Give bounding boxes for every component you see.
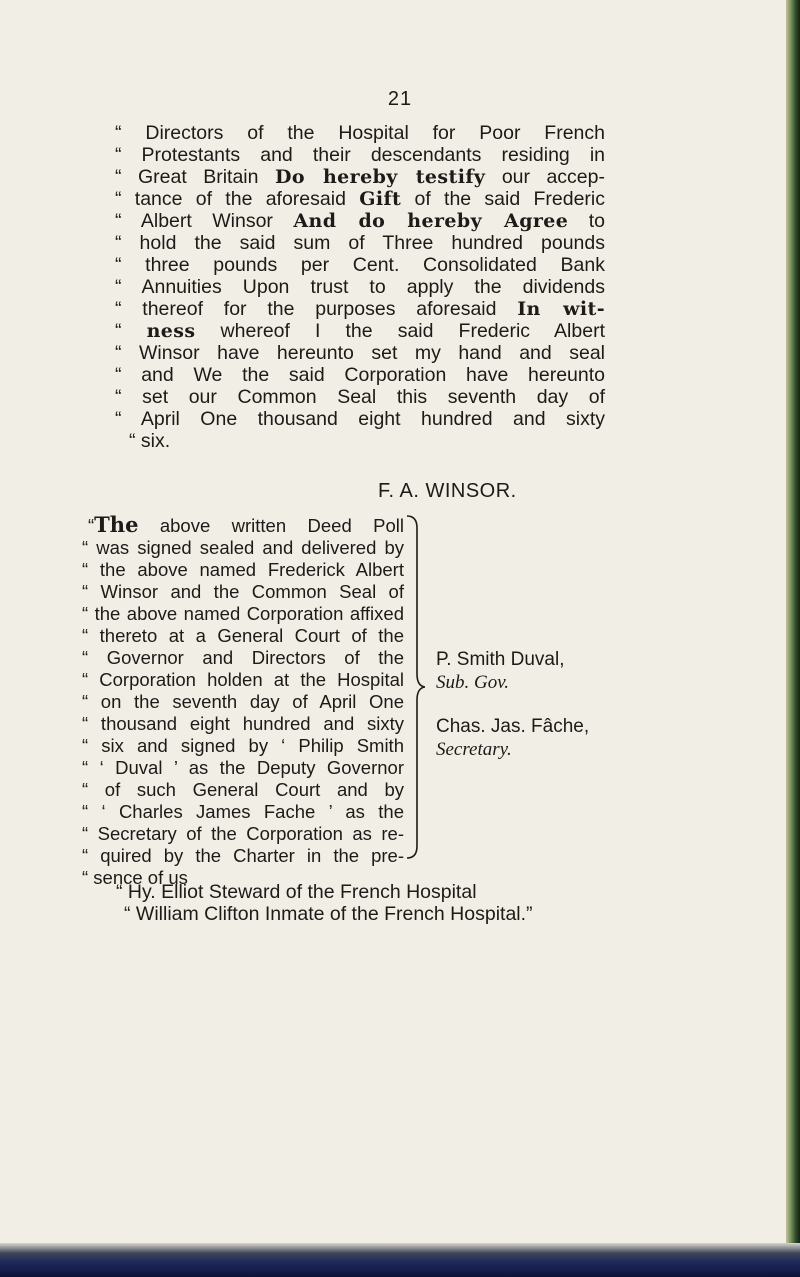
witness-footer [116,881,636,925]
page-number: 21 [387,88,413,110]
attestation-line: “ was signed sealed and delivered by [82,537,404,558]
attestation-line: “ thereto at a General Court of the [82,625,404,646]
attestation-line: “ Governor and Directors of the [82,647,404,668]
witness-title: Secretary. [436,739,512,760]
attestation-line: “ the above named Corporation affixed [82,603,404,624]
attestation-line: “ on the seventh day of April One [82,691,404,712]
body-line: “ Directors of the Hospital for Poor French [115,122,605,144]
witness-title: Sub. Gov. [436,672,509,693]
brace-divider [405,514,425,860]
body-line: “ thereof for the purposes aforesaid In wit- [115,298,605,320]
witness-deputy-governor [436,648,564,694]
attestation-line: “ ‘ Duval ’ as the Deputy Governor [82,757,404,778]
deed-body-text [115,122,605,452]
body-line: “ hold the said sum of Three hundred pounds [115,232,605,254]
attestation-line: “ the above named Frederick Albert [82,559,404,580]
attestation-line: “ Corporation holden at the Hospital [82,669,404,690]
footer-line: “ Hy. Elliot Steward of the French Hospital [116,881,477,903]
blackletter-phrase: Do hereby testify [274,166,486,188]
body-line: “ Albert Winsor And do hereby Agree to [115,210,605,232]
body-line: “ six. [129,430,171,452]
body-line: “ set our Common Seal this seventh day of [115,386,605,408]
scan-bottom-band [0,1243,800,1277]
body-line: “ Protestants and their descendants residing in [115,144,605,166]
blackletter-phrase: In wit- [517,298,605,320]
blackletter-phrase: And do hereby Agree [293,210,569,232]
body-line: “ ness whereof I the said Frederic Albert [115,320,605,342]
body-line: “ tance of the aforesaid Gift of the said Frederic [115,188,605,210]
attestation-line: “ quired by the Charter in the pre- [82,845,404,866]
blackletter-phrase: ness [146,320,196,342]
body-line: “ April One thousand eight hundred and sixty [115,408,605,430]
witness-name: P. Smith Duval, [436,649,565,670]
witness-name: Chas. Jas. Fâche, [436,716,590,737]
attestation-line: “ ‘ Charles James Fache ’ as the [82,801,404,822]
page-edge [786,0,800,1277]
blackletter-phrase: Gift [359,188,402,210]
attestation-line: “ sence of us [82,867,188,888]
body-line: “ Great Britain Do hereby testify our accep- [115,166,605,188]
body-line: “ and We the said Corporation have hereunto [115,364,605,386]
body-line: “ Annuities Upon trust to apply the dividends [115,276,605,298]
body-line: “ three pounds per Cent. Consolidated Bank [115,254,605,276]
attestation-line: “ Secretary of the Corporation as re- [82,823,404,844]
attestation-clause [82,514,404,889]
footer-line: “ William Clifton Inmate of the French Hospital.” [124,903,533,925]
attestation-line: “ Winsor and the Common Seal of [82,581,404,602]
attestation-line: “ thousand eight hundred and sixty [82,713,404,734]
attestation-line: “ of such General Court and by [82,779,404,800]
witness-secretary [436,715,589,761]
body-line: “ Winsor have hereunto set my hand and seal [115,342,605,364]
attestation-line: “The above written Deed Poll [88,512,404,537]
decorated-initial: The [94,512,139,537]
attestation-line: “ six and signed by ‘ Philip Smith [82,735,404,756]
signature: F. A. WINSOR. [378,480,517,502]
